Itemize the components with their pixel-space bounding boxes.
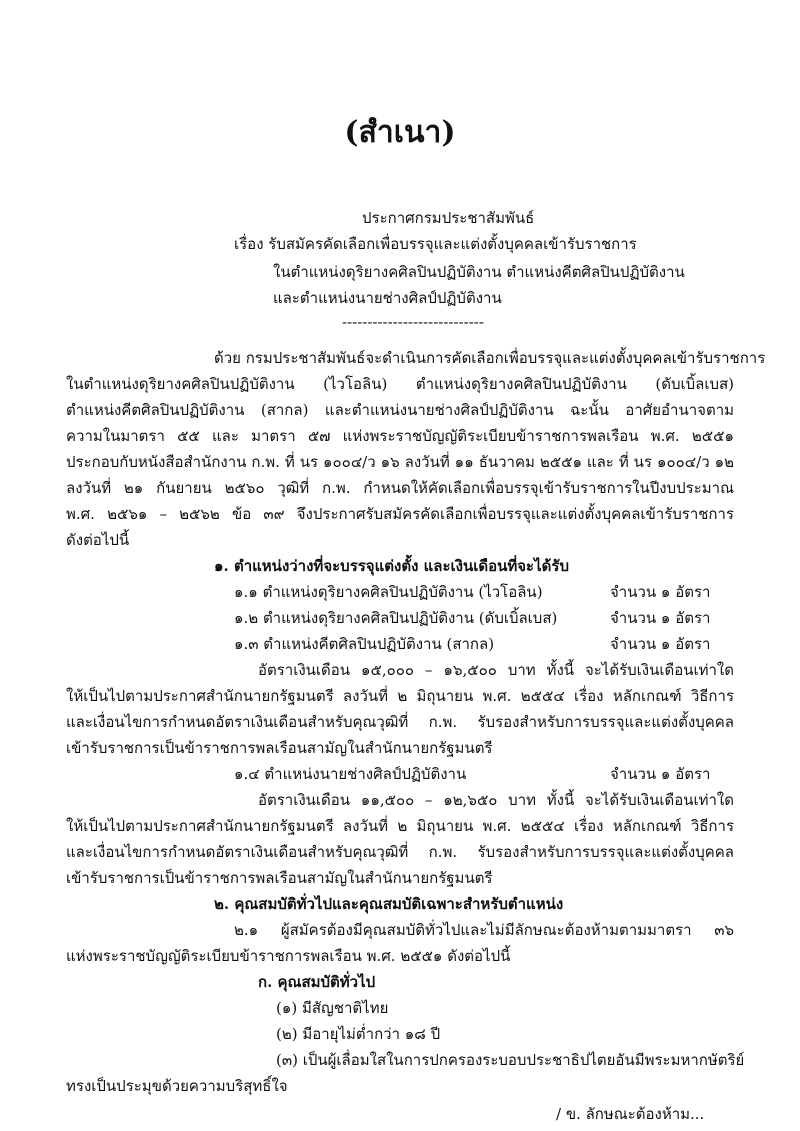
subject-line: ในตำแหน่งดุริยางคศิลปินปฏิบัติงาน ตำแหน่งคีตศิลปินปฏิบัติงาน xyxy=(273,263,685,281)
salary-line: เข้ารับราชการเป็นข้าราชการพลเรือนสามัญในสำนักนายกรัฐมนตรี xyxy=(66,869,493,887)
intro-line: พ.ศ. ๒๕๖๑ – ๒๕๖๒ ข้อ ๓๙ จึงประกาศรับสมัครคัดเลือกเพื่อบรรจุและแต่งตั้งบุคคลเข้ารับราชการ xyxy=(66,505,734,523)
section2-line: ๒.๑ ผู้สมัครต้องมีคุณสมบัติทั่วไปและไม่มีลักษณะต้องห้ามตามมาตรา ๓๖ xyxy=(234,921,734,939)
position-count: จำนวน ๑ อัตรา xyxy=(610,635,711,653)
salary-line: อัตราเงินเดือน ๑๑,๕๐๐ – ๑๒,๖๕๐ บาท ทั้งนี้ จะได้รับเงินเดือนเท่าใด xyxy=(258,791,734,809)
salary-line: ให้เป็นไปตามประกาศสำนักนายกรัฐมนตรี ลงวันที่ ๒ มิถุนายน พ.ศ. ๒๕๕๔ เรื่อง หลักเกณฑ์ วิธีการ xyxy=(66,687,734,705)
position-count: จำนวน ๑ อัตรา xyxy=(610,609,711,627)
salary-line: และเงื่อนไขการกำหนดอัตราเงินเดือนสำหรับคุณวุฒิที่ ก.พ. รับรองสำหรับการบรรจุและแต่งตั้งบุคคล xyxy=(66,843,734,861)
section1-heading: ๑. ตำแหน่งว่างที่จะบรรจุแต่งตั้ง และเงินเดือนที่จะได้รับ xyxy=(214,557,569,575)
position-count: จำนวน ๑ อัตรา xyxy=(610,583,711,601)
qualification-item: (๓) เป็นผู้เลื่อมใสในการปกครองระบอบประชาธิปไตยอันมีพระมหากษัตริย์ xyxy=(276,1051,745,1069)
intro-line: ด้วย กรมประชาสัมพันธ์จะดำเนินการคัดเลือกเพื่อบรรจุและแต่งตั้งบุคคลเข้ารับราชการ xyxy=(214,349,766,367)
salary-line: อัตราเงินเดือน ๑๕,๐๐๐ – ๑๖,๕๐๐ บาท ทั้งนี้ จะได้รับเงินเดือนเท่าใด xyxy=(258,661,734,679)
salary-line: เข้ารับราชการเป็นข้าราชการพลเรือนสามัญในสำนักนายกรัฐมนตรี xyxy=(66,739,493,757)
qualification-item-continued: ทรงเป็นประมุขด้วยความบริสุทธิ์ใจ xyxy=(66,1077,288,1095)
intro-line: ในตำแหน่งดุริยางคศิลปินปฏิบัติงาน (ไวโอลิน) ตำแหน่งดุริยางคศิลปินปฏิบัติงาน (ดับเบิ้ลเบส) xyxy=(66,375,734,393)
position-name: ๑.๓ ตำแหน่งคีตศิลปินปฏิบัติงาน (สากล) xyxy=(234,635,495,653)
agency-heading: ประกาศกรมประชาสัมพันธ์ xyxy=(362,209,535,227)
next-page-marker: / ข. ลักษณะต้องห้าม... xyxy=(556,1105,705,1123)
position-name: ๑.๒ ตำแหน่งดุริยางคศิลปินปฏิบัติงาน (ดับเบิ้ลเบส) xyxy=(234,609,558,627)
qualification-item: (๒) มีอายุไม่ต่ำกว่า ๑๘ ปี xyxy=(276,1025,441,1043)
section2-heading: ๒. คุณสมบัติทั่วไปและคุณสมบัติเฉพาะสำหรับตำแหน่ง xyxy=(214,895,564,913)
position-count: จำนวน ๑ อัตรา xyxy=(610,765,711,783)
intro-line: ตำแหน่งคีตศิลปินปฏิบัติงาน (สากล) และตำแหน่งนายช่างศิลป์ปฏิบัติงาน ฉะนั้น อาศัยอำนาจตาม xyxy=(66,401,734,419)
intro-line: ดังต่อไปนี้ xyxy=(66,531,130,549)
position-name: ๑.๑ ตำแหน่งดุริยางคศิลปินปฏิบัติงาน (ไวโอลิน) xyxy=(234,583,543,601)
heading-divider: ---------------------------- xyxy=(342,313,484,331)
salary-line: และเงื่อนไขการกำหนดอัตราเงินเดือนสำหรับคุณวุฒิที่ ก.พ. รับรองสำหรับการบรรจุและแต่งตั้งบุคคล xyxy=(66,713,734,731)
document-title: (สำเนา) xyxy=(344,115,456,150)
subject-line: และตำแหน่งนายช่างศิลป์ปฏิบัติงาน xyxy=(273,289,502,307)
position-name: ๑.๔ ตำแหน่งนายช่างศิลป์ปฏิบัติงาน xyxy=(234,765,467,783)
intro-line: ลงวันที่ ๒๑ กันยายน ๒๕๖๐ วุฒิที่ ก.พ. กำหนดให้คัดเลือกเพื่อบรรจุเข้ารับราชการในปีงบประมาณ xyxy=(66,479,734,497)
section2-line: แห่งพระราชบัญญัติระเบียบข้าราชการพลเรือน พ.ศ. ๒๕๕๑ ดังต่อไปนี้ xyxy=(66,947,511,965)
qualification-item: (๑) มีสัญชาติไทย xyxy=(276,999,389,1017)
salary-line: ให้เป็นไปตามประกาศสำนักนายกรัฐมนตรี ลงวันที่ ๒ มิถุนายน พ.ศ. ๒๕๕๔ เรื่อง หลักเกณฑ์ วิธีการ xyxy=(66,817,734,835)
intro-line: ความในมาตรา ๕๕ และ มาตรา ๕๗ แห่งพระราชบัญญัติระเบียบข้าราชการพลเรือน พ.ศ. ๒๕๕๑ xyxy=(66,427,734,445)
intro-line: ประกอบกับหนังสือสำนักงาน ก.พ. ที่ นร ๑๐๐๔/ว ๑๖ ลงวันที่ ๑๑ ธันวาคม ๒๕๕๑ และ ที่ นร ๑๐๐๔/ว ๑๒ xyxy=(66,453,734,471)
qualification-subheading: ก. คุณสมบัติทั่วไป xyxy=(258,973,376,991)
subject-line: เรื่อง รับสมัครคัดเลือกเพื่อบรรจุและแต่งตั้งบุคคลเข้ารับราชการ xyxy=(234,235,637,253)
